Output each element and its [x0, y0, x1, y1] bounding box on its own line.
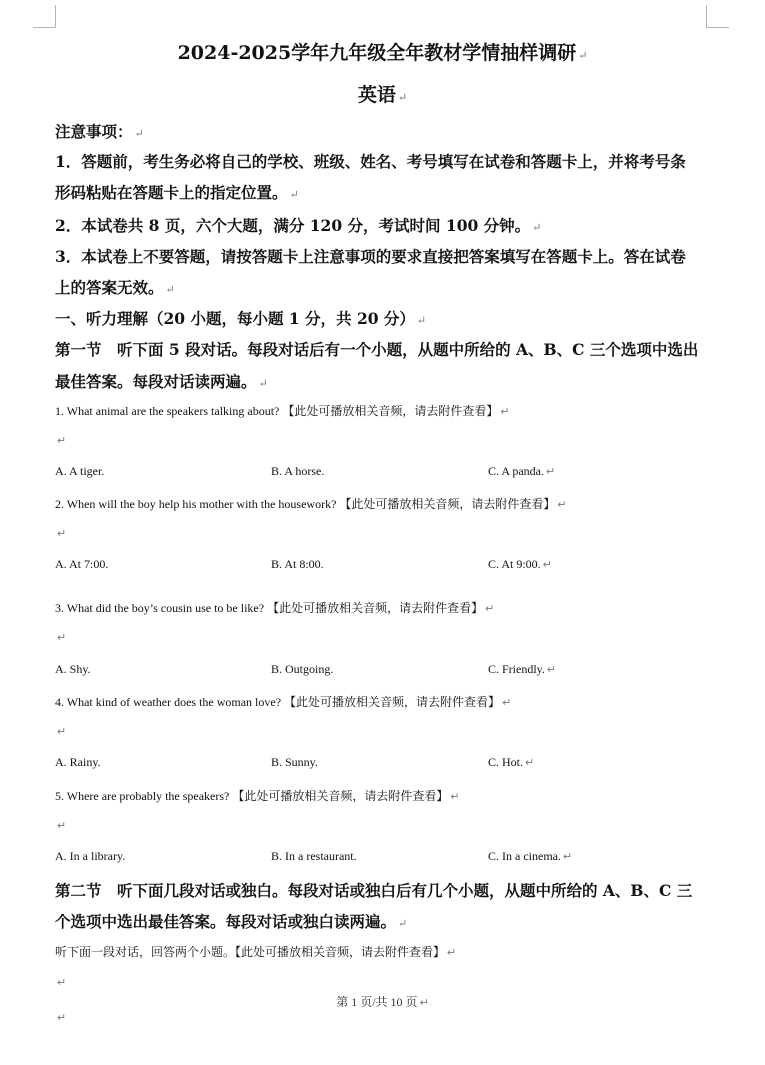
- crop-mark-top-right: [706, 5, 729, 28]
- question-3-stem: 3. What did the boy’s cousin use to be like? 【此处可播放相关音频，请去附件查看】 ↵: [55, 601, 495, 615]
- section-1-line-1: 第一节 听下面 5 段对话。每段对话后有一个小题，从题中所给的 A、B、C 三个选项中选出: [55, 340, 699, 359]
- question-3-option-a: A. Shy.: [55, 662, 91, 676]
- empty-paragraph: ↵: [57, 435, 67, 447]
- question-5-stem: 5. Where are probably the speakers? 【此处可播放相关音频，请去附件查看】 ↵: [55, 789, 460, 803]
- question-5-option-c: C. In a cinema. ↵: [488, 849, 573, 863]
- audio-note: 【此处可播放相关音频，请去附件查看】: [282, 404, 499, 418]
- page-number: 第 1 页/共 10 页 ↵: [336, 995, 429, 1009]
- section-2-line-1: 第二节 听下面几段对话或独白。每段对话或独白后有几个小题，从题中所给的 A、B、C 三: [55, 881, 693, 900]
- audio-note: 【此处可播放相关音频，请去附件查看】: [232, 789, 449, 803]
- question-1-stem: 1. What animal are the speakers talking about? 【此处可播放相关音频，请去附件查看】 ↵: [55, 404, 510, 418]
- question-4-option-b: B. Sunny.: [271, 755, 318, 769]
- section-1-line-2: 最佳答案。每段对话读两遍。 ↵: [55, 372, 268, 391]
- question-1-option-c: C. A panda. ↵: [488, 464, 556, 478]
- empty-paragraph: ↵: [57, 528, 67, 540]
- question-2-option-a: A. At 7:00.: [55, 557, 109, 571]
- question-2-stem: 2. When will the boy help his mother with the housework? 【此处可播放相关音频，请去附件查看】 ↵: [55, 497, 567, 511]
- empty-paragraph: ↵: [57, 632, 67, 644]
- notice-item-1-line-2: 形码粘贴在答题卡上的指定位置。 ↵: [55, 183, 299, 202]
- empty-paragraph: ↵: [57, 977, 67, 989]
- notice-item-3-line-2: 上的答案无效。 ↵: [55, 278, 175, 297]
- empty-paragraph: ↵: [57, 726, 67, 738]
- notice-item-1-line-1: 1．答题前，考生务必将自己的学校、班级、姓名、考号填写在试卷和答题卡上，并将考号条: [55, 152, 686, 171]
- subject-title: 英语 ↵: [357, 84, 408, 106]
- part-1-heading: 一、听力理解（20 小题，每小题 1 分，共 20 分） ↵: [55, 309, 427, 328]
- question-1-option-a: A. A tiger.: [55, 464, 105, 478]
- question-3-option-c: C. Friendly. ↵: [488, 662, 557, 676]
- notice-heading: 注意事项： ↵: [55, 122, 144, 141]
- empty-paragraph: ↵: [57, 820, 67, 832]
- page-title: 2024-2025学年九年级全年教材学情抽样调研 ↵: [177, 42, 588, 64]
- question-3-option-b: B. Outgoing.: [271, 662, 334, 676]
- question-2-option-c: C. At 9:00. ↵: [488, 557, 552, 571]
- question-4-stem: 4. What kind of weather does the woman love? 【此处可播放相关音频，请去附件查看】 ↵: [55, 695, 512, 709]
- dialogue-intro: 听下面一段对话，回答两个小题。【此处可播放相关音频，请去附件查看】 ↵: [55, 945, 457, 959]
- audio-note: 【此处可播放相关音频，请去附件查看】: [267, 601, 484, 615]
- question-4-option-c: C. Hot. ↵: [488, 755, 535, 769]
- empty-paragraph: ↵: [57, 1012, 67, 1024]
- question-2-option-b: B. At 8:00.: [271, 557, 324, 571]
- question-5-option-b: B. In a restaurant.: [271, 849, 357, 863]
- notice-item-2: 2．本试卷共 8 页，六个大题，满分 120 分，考试时间 100 分钟。 ↵: [55, 216, 542, 235]
- audio-note: 【此处可播放相关音频，请去附件查看】: [339, 497, 556, 511]
- audio-note: 【此处可播放相关音频，请去附件查看】: [284, 695, 501, 709]
- question-4-option-a: A. Rainy.: [55, 755, 101, 769]
- question-5-option-a: A. In a library.: [55, 849, 126, 863]
- audio-note: 【此处可播放相关音频，请去附件查看】: [235, 945, 446, 959]
- question-1-option-b: B. A horse.: [271, 464, 325, 478]
- section-2-line-2: 个选项中选出最佳答案。每段对话或独白读两遍。 ↵: [55, 912, 408, 931]
- notice-item-3-line-1: 3．本试卷上不要答题，请按答题卡上注意事项的要求直接把答案填写在答题卡上。答在试卷: [55, 247, 686, 266]
- crop-mark-top-left: [33, 5, 56, 28]
